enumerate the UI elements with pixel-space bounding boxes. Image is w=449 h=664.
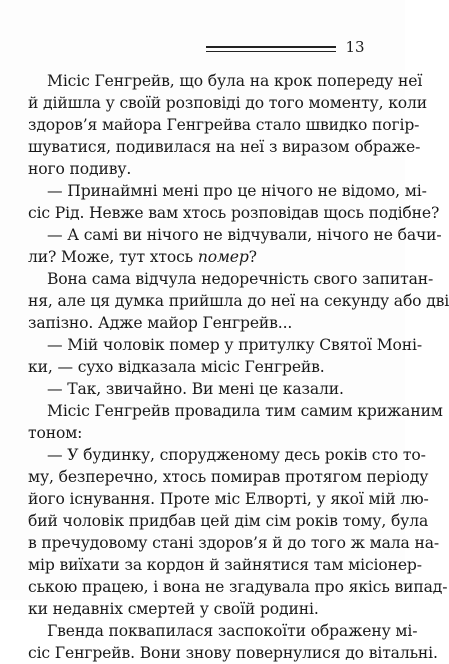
text-line: Місіс Генгрейв провадила тим самим крижаним bbox=[47, 402, 443, 420]
text-line: — А самі ви нічого не відчували, нічого не бачи- bbox=[47, 226, 442, 244]
header-rule-thick bbox=[206, 46, 336, 48]
text-line: його існування. Проте міс Елворті, у якої мій лю- bbox=[28, 490, 429, 508]
text-line: шуватися, подивилася на неї з виразом ображе- bbox=[28, 138, 421, 156]
text-line: ки недавніх смертей у своїй родині. bbox=[28, 600, 319, 618]
text-line: Вона сама відчула недоречність свого запитан- bbox=[47, 270, 434, 288]
text-line: здоров’я майора Генгрейва стало швидко погір- bbox=[28, 116, 420, 134]
text-line: Місіс Генгрейв, що була на крок попереду неї bbox=[47, 72, 423, 90]
text-line: й дійшла у своїй розповіді до того моменту, коли bbox=[28, 94, 428, 112]
body-text bbox=[28, 70, 449, 664]
text-line: — Принаймні мені про це нічого не відомо, мі- bbox=[47, 182, 427, 200]
text-line: — Так, звичайно. Ви мені це казали. bbox=[47, 380, 344, 398]
text-line: сіс Рід. Невже вам хтось розповідав щось подібне? bbox=[28, 204, 440, 222]
text-line: Гвенда поквапилася заспокоїти ображену мі- bbox=[47, 622, 418, 640]
header-rule-thin bbox=[206, 51, 336, 52]
page-header bbox=[0, 0, 405, 62]
text-line: тоном: bbox=[28, 424, 83, 442]
text-line: — У будинку, спорудженому десь років сто то- bbox=[47, 446, 426, 464]
text-line: ли? Може, тут хтось помер? bbox=[28, 248, 257, 266]
text-line: му, безперечно, хтось помирав протягом періоду bbox=[28, 468, 429, 486]
text-line: ня, але ця думка прийшла до неї на секунду або дві bbox=[28, 292, 449, 310]
text-line: мір виїхати за кордон й зайнятися там місіонер- bbox=[28, 556, 422, 574]
text-line: в пречудовому стані здоров’я й до того ж мала на- bbox=[28, 534, 439, 552]
text-line: бий чоловік придбав цей дім сім років тому, була bbox=[28, 512, 429, 530]
text-line: сіс Генгрейв. Вони знову повернулися до вітальні. bbox=[28, 644, 438, 662]
text-line: ською працею, і вона не згадувала про якісь випад- bbox=[28, 578, 448, 596]
text-line: ного подиву. bbox=[28, 160, 132, 178]
text-line: — Мій чоловік помер у притулку Святої Моні- bbox=[47, 336, 422, 354]
text-line: ки, — сухо відказала місіс Генгрейв. bbox=[28, 358, 325, 376]
page-number: 13 bbox=[345, 38, 365, 56]
text-line: запізно. Адже майор Генгрейв... bbox=[28, 314, 293, 332]
